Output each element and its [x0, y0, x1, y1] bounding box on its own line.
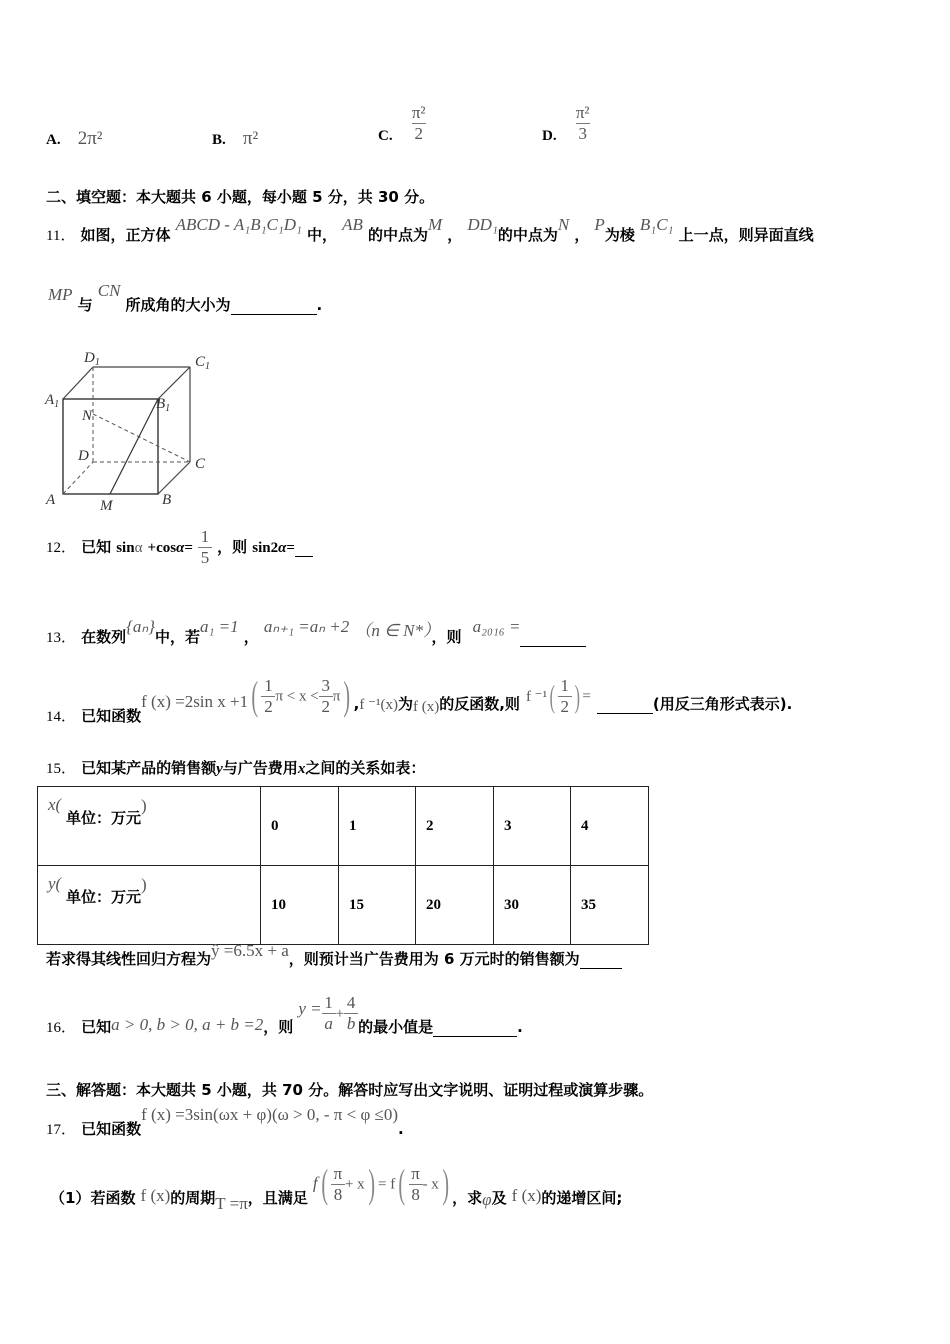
- answer-blank[interactable]: [520, 627, 586, 647]
- q13: 13． 在数列{aₙ}中，若a₁ =1 ， aₙ₊₁ =aₙ +2 （n ∈ N*），则 a₂₀₁₆ =: [46, 612, 586, 637]
- data-table: [37, 786, 649, 945]
- q10-option-d: [542, 104, 590, 143]
- label-b1: $B_1$: [156, 396, 171, 414]
- option-fraction: $\frac{\text{π²}}{3}$: [575, 103, 590, 143]
- answer-blank[interactable]: [597, 694, 653, 714]
- table-cell: 1: [339, 787, 416, 866]
- table-cell: 3: [494, 787, 571, 866]
- label-a: A: [46, 492, 56, 508]
- q17-part1: （1）若函数 f (x)的周期T =π，且满足 f( $\frac{\pi}{8}$ + x) = f( $\frac{\pi}{8}$ - x) ，求φ及 f (x)的递增区间;: [50, 1161, 623, 1213]
- q10-option-a: [46, 128, 102, 150]
- fraction: $\frac{1}{5}$: [198, 528, 212, 567]
- table-cell: 30: [494, 866, 571, 945]
- table-cell: 15: [339, 866, 416, 945]
- q17: 17． 已知函数f (x) =3sin(ωx + φ)(ω > 0, - π < φ ≤0).: [46, 1105, 404, 1138]
- option-label: D.: [542, 128, 557, 144]
- row-header: y( 单位：万元): [38, 866, 261, 945]
- label-a1: $A_1$: [45, 392, 60, 410]
- cube-name: ABCD - A₁B₁C₁D₁: [175, 215, 302, 234]
- answer-blank[interactable]: [231, 295, 317, 315]
- label-m: M: [100, 498, 113, 514]
- q14: 14． 已知函数f (x) =2sin x +1( $\frac{1}{2}$ π < x < $\frac{3}{2}$ π) ,f ⁻¹(x)为f (x)的反函数,则 f ⁻¹( $\frac{1}{2}$ ) = (用反三角形式表示).: [46, 673, 793, 725]
- q11-line1: 11． 如图，正方体 ABCD - A₁B₁C₁D₁ 中， AB 的中点为M ， DD₁的中点为N ， P为棱 B₁C₁ 上一点，则异面直线: [46, 215, 814, 244]
- q12: 12． 已知 sinα +cosα= $\frac{1}{5}$ ，则 sin2α=: [46, 528, 313, 567]
- option-label: C.: [378, 128, 393, 144]
- answer-blank[interactable]: [295, 537, 313, 557]
- label-d1: $D_1$: [84, 350, 100, 368]
- row-header: x( 单位：万元): [38, 787, 261, 866]
- option-value: 2π²: [77, 128, 103, 149]
- cube-figure: [40, 340, 220, 520]
- table-cell: 35: [571, 866, 649, 945]
- option-label: B.: [212, 132, 226, 148]
- answer-blank[interactable]: [433, 1017, 517, 1037]
- table-row: [38, 866, 649, 945]
- option-label: A.: [46, 132, 61, 148]
- label-c: C: [195, 456, 206, 472]
- q15-intro: 15． 已知某产品的销售额y与广告费用x之间的关系如表：: [46, 759, 426, 777]
- table-cell: 10: [261, 866, 339, 945]
- q15-regression: 若求得其线性回归方程为ŷ =6.5x + a，则预计当广告费用为 6 万元时的销售额为: [46, 940, 622, 961]
- option-value: π²: [242, 128, 259, 149]
- table-cell: 20: [416, 866, 494, 945]
- table-row: [38, 787, 649, 866]
- q10-option-b: [212, 128, 258, 150]
- q11-line2: MP 与 CN 所成角的大小为 .: [48, 281, 323, 314]
- label-n: N: [82, 408, 93, 424]
- section2-heading: 二、填空题：本大题共 6 小题，每小题 5 分，共 30 分。: [46, 188, 435, 206]
- table-cell: 4: [571, 787, 649, 866]
- q10-option-c: [378, 104, 426, 143]
- option-fraction: $\frac{\text{π²}}{2}$: [411, 103, 426, 143]
- label-d: D: [78, 448, 89, 464]
- table-cell: 2: [416, 787, 494, 866]
- label-c1: $C_1$: [195, 354, 211, 372]
- q16: 16． 已知a > 0, b > 0, a + b =2，则 y = $\frac{1}{a}$ + $\frac{4}{b}$ 的最小值是 .: [46, 993, 523, 1036]
- table-cell: 0: [261, 787, 339, 866]
- answer-blank[interactable]: [580, 949, 622, 969]
- label-b: B: [162, 492, 172, 508]
- section3-heading: 三、解答题：本大题共 5 小题，共 70 分。解答时应写出文字说明、证明过程或演算步骤。: [46, 1081, 654, 1099]
